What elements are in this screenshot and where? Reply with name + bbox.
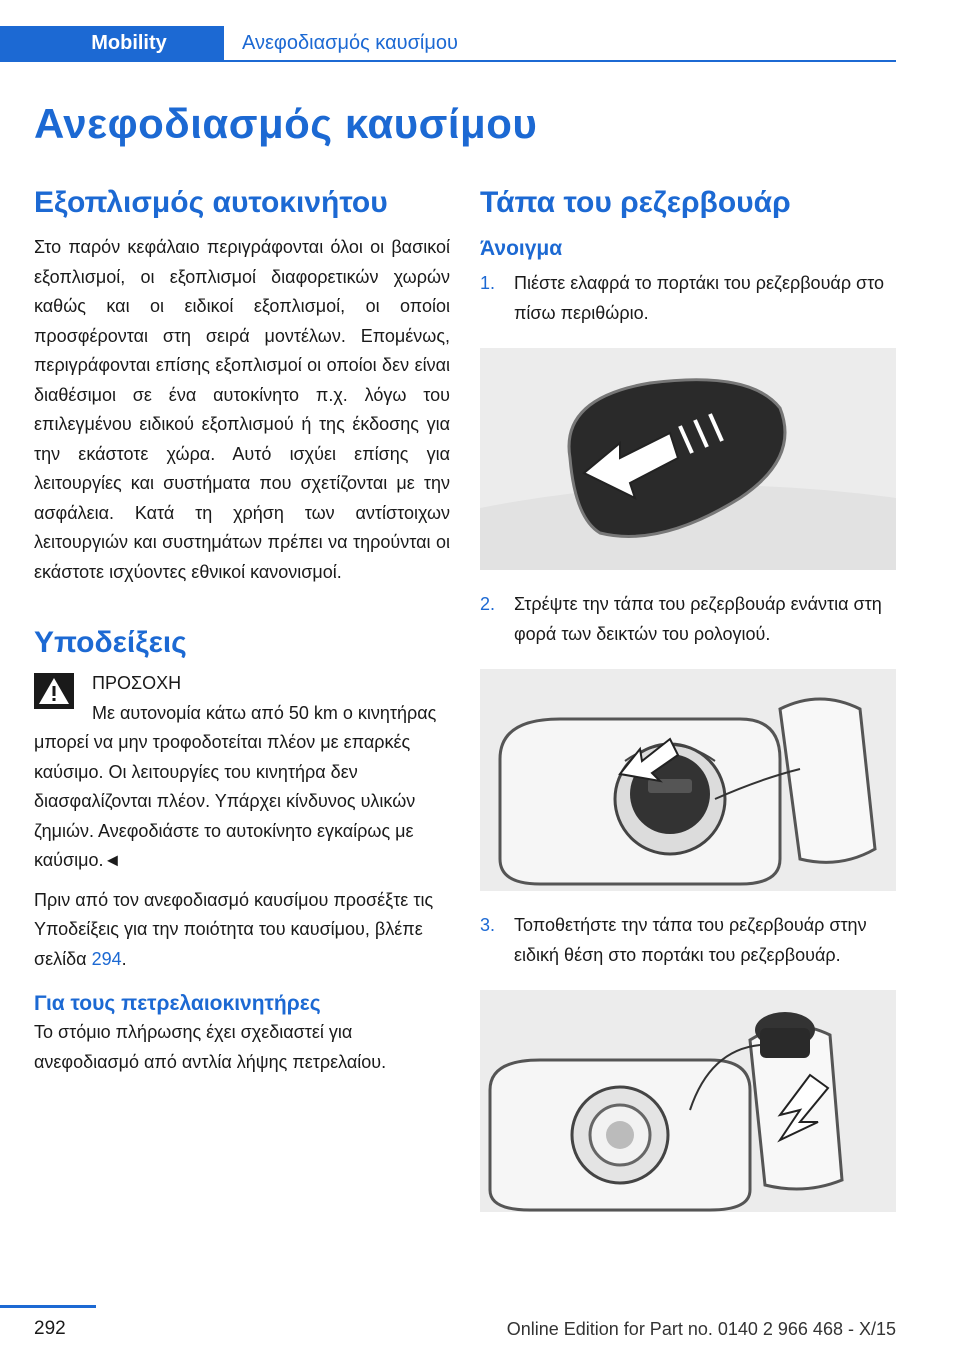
warning-body: Με αυτονομία κάτω από 50 km ο κινητήρας μπορεί να μην τροφοδοτείται πλέον με επαρκές καύσιμο. Οι λειτουργίες του κινητήρα δεν διασφαλίζονται πλέον. Υπάρχει κίνδυνος υλικών ζημιών. Ανεφοδιάστε το αυτοκίνητο εγκαίρως με καύσιμο.◄ [34,702,437,870]
fuel-flap-press-illustration [480,348,896,570]
left-column [34,185,450,1077]
footer-rule [0,1305,96,1308]
section-tab: Mobility [0,26,224,60]
step-text: Τοποθετήστε την τάπα του ρεζερβουάρ στην ειδική θέση στο πορτάκι του ρεζερβουάρ. [514,915,867,965]
page-header [0,26,896,62]
edition-text: Online Edition for Part no. 0140 2 966 468 - X/15 [506,1319,896,1339]
step-item [480,590,896,649]
fuel-cap-image [480,669,896,891]
equipment-heading: Εξοπλισμός αυτοκινήτου [34,186,388,219]
opening-heading: Άνοιγμα [480,237,563,260]
header-rule [0,60,896,62]
fuel-cap-holder-image [480,990,896,1212]
page-title: Ανεφοδιασμός καυσίμου [34,100,538,147]
right-column [480,185,896,1212]
warning-block [34,669,450,699]
diesel-text: Το στόμιο πλήρωσης έχει σχεδιαστεί για ανεφοδιασμό από αντλία λήψης πετρελαίου. [34,1022,387,1072]
note-end: . [121,948,127,969]
step-item [480,269,896,328]
page-number: 292 [34,1318,66,1339]
note-text: Πριν από τον ανεφοδιασμό καυσίμου προσέξτε τις Υποδείξεις για την ποιότητα του καυσίμου, βλέπε σελίδα [34,889,434,969]
step-number: 1. [480,273,496,293]
step-number: 3. [480,915,496,935]
fuel-flap-image [480,348,896,570]
cap-heading: Τάπα του ρεζερβουάρ [480,186,791,219]
fuel-cap-turn-illustration [480,669,896,891]
steps-list-2 [480,590,896,649]
chapter-tab: Ανεφοδιασμός καυσίμου [242,31,458,54]
steps-list-3 [480,911,896,970]
page-reference-link[interactable]: 294 [91,948,122,969]
step-text: Στρέψτε την τάπα του ρεζερβουάρ ενάντια στη φορά των δεικτών του ρολογιού. [514,594,882,644]
step-number: 2. [480,594,496,614]
steps-list [480,269,896,328]
fuel-cap-holder-illustration [480,990,896,1212]
warning-label: ΠΡΟΣΟΧΗ [92,673,182,693]
step-item [480,911,896,970]
diesel-heading: Για τους πετρελαιοκινητήρες [34,992,321,1015]
step-text: Πιέστε ελαφρά το πορτάκι του ρεζερβουάρ στο πίσω περιθώριο. [514,273,885,323]
warning-icon [34,673,74,709]
hints-heading: Υποδείξεις [34,626,187,659]
equipment-text: Στο παρόν κεφάλαιο περιγράφονται όλοι οι βασικοί εξοπλισμοί, οι εξοπλισμοί διαφορετικών χωρών καθώς και οι ειδικοί εξοπλισμοί, οι οποίοι προσφέρονται στη σειρά μοντέλων. Επομένως, περιγράφονται επίσης εξοπλισμοί οι οποίοι δεν είναι διαθέσιμοι σε ένα αυτοκίνητο π.χ. λόγω του επιλεγμένου ειδικού εξοπλισμού ή της έκδοσης για την εκάστοτε χώρα. Αυτό ισχύει επίσης για λειτουργίες και συστήματα που σχετίζονται με την ασφάλεια. Κατά τη χρήση των αντίστοιχων λειτουργιών και συστημάτων πρέπει να τηρούνται οι εκάστοτε ισχύοντες εθνικοί κανονισμοί. [34,237,450,582]
warning-text [34,699,450,876]
note-paragraph [34,886,450,975]
